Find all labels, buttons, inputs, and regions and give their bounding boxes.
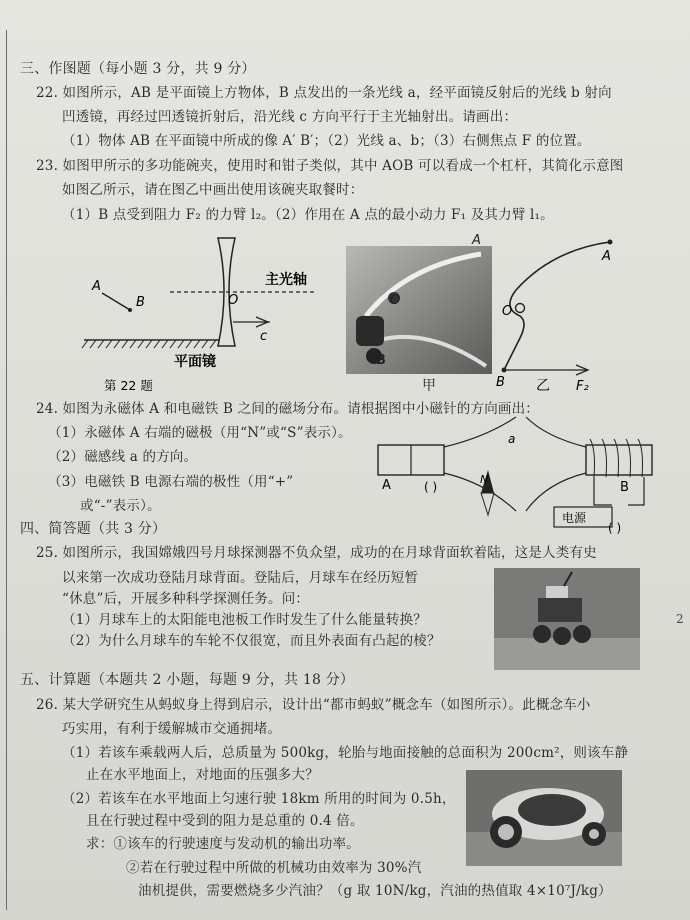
q26-line-7: 求：①该车的行驶速度与发动机的输出功率。 — [86, 836, 360, 852]
q23-line-2: 如图乙所示，请在图乙中画出使用该碗夹取餐时： — [62, 182, 364, 198]
fig23-photo-label-b: B — [376, 353, 386, 368]
section-5-heading: 五、计算题（本题共 2 小题，每题 9 分，共 18 分） — [20, 672, 355, 688]
q26-line-1: 26. 某大学研究生从蚂蚁身上得到启示，设计出“都市蚂蚁”概念车（如图所示）。此概念车小 — [36, 697, 591, 713]
q24-line-5: 或“-”表示）。 — [80, 498, 161, 514]
q26-line-5: （2）若该车在水平地面上匀速行驶 18km 所用的时间为 0.5h， — [62, 791, 456, 807]
q23-line-3: （1）B 点受到阻力 F₂ 的力臂 l₂。（2）作用在 A 点的最小动力 F₁ 及其力臂 l₁。 — [62, 207, 554, 223]
figure-23-schematic — [492, 230, 672, 395]
fig22-label-c: c — [260, 329, 268, 344]
fig23-jia-label: 甲 — [422, 378, 436, 392]
fig23-label-o: O — [502, 304, 513, 319]
margin-rule — [6, 30, 7, 910]
q26-line-4: 止在水平地面上，对地面的压强多大？ — [86, 767, 319, 783]
q25-line-1: 25. 如图所示，我国嫦娥四号月球探测器不负众望，成功的在月球背面软着陆，这是人类有史 — [36, 545, 597, 561]
fig22-axis-label: 主光轴 — [265, 272, 307, 288]
fig23-label-a: A — [602, 249, 611, 264]
q22-line-3: （1）物体 AB 在平面镜中所成的像 A′ B′；（2）光线 a、b；（3）右侧焦点 F 的位置。 — [62, 133, 591, 149]
q25-line-4: （1）月球车上的太阳能电池板工作时发生了什么能量转换？ — [62, 612, 427, 628]
fig24-label-a: A — [382, 478, 391, 493]
fig23-label-f2: F₂ — [576, 379, 589, 394]
q24-line-2: （1）永磁体 A 右端的磁极（用“N”或“S”表示）。 — [48, 425, 352, 441]
figure-23-labels-jia — [346, 232, 492, 392]
fig22-label-o: O — [228, 293, 239, 308]
q25-line-3: “休息”后，开展多种科学探测任务。问： — [62, 591, 310, 607]
figure-22 — [70, 228, 330, 398]
q24-line-3: （2）磁感线 a 的方向。 — [48, 449, 198, 465]
q22-line-1: 22. 如图所示，AB 是平面镜上方物体，B 点发出的一条光线 a，经平面镜反射后的光线 b 射向 — [36, 85, 612, 101]
fig22-caption: 第 22 题 — [104, 378, 153, 393]
q25-line-5: （2）为什么月球车的车轮不仅很宽，而且外表面有凸起的棱？ — [62, 633, 441, 649]
q26-line-8: ②若在行驶过程中所做的机械功由效率为 30%汽 — [126, 860, 422, 876]
fig24-label-n: N — [480, 473, 489, 486]
q24-line-4: （3）电磁铁 B 电源右端的极性（用“+” — [48, 474, 294, 490]
q25-line-2: 以来第一次成功登陆月球背面。登陆后，月球车在经历短暂 — [62, 570, 419, 586]
fig24-power-label: 电源 — [562, 511, 587, 525]
figure-24 — [376, 415, 666, 540]
fig24-paren-a: ( ) — [424, 480, 438, 494]
q26-line-9: 油机提供，需要燃烧多少汽油？（g 取 10N/kg，汽油的热值取 4×10⁷J/kg） — [138, 883, 612, 899]
fig22-mirror-label: 平面镜 — [174, 354, 216, 370]
q22-line-2: 凹透镜，再经过凹透镜折射后，沿光线 c 方向平行于主光轴射出。请画出： — [62, 109, 518, 125]
fig23-label-b: B — [496, 375, 505, 390]
fig23-photo-label-a: A — [472, 233, 481, 248]
fig24-label-b: B — [620, 480, 629, 495]
q26-line-6: 且在行驶过程中受到的阻力是总重的 0.4 倍。 — [86, 813, 364, 829]
moon-rover-photo — [494, 568, 640, 670]
q24-line-1: 24. 如图为永磁体 A 和电磁铁 B 之间的磁场分布。请根据图中小磁针的方向画出： — [36, 401, 539, 417]
fig22-label-b: B — [136, 295, 145, 310]
fig23-photo-label-o: O — [390, 293, 401, 308]
fig22-label-a: A — [92, 279, 101, 294]
ant-car-photo — [466, 770, 622, 866]
section-3-heading: 三、作图题（每小题 3 分，共 9 分） — [20, 61, 256, 77]
q26-line-3: （1）若该车乘载两人后，总质量为 500kg，轮胎与地面接触的总面积为 200cm²，则该车静 — [62, 745, 629, 761]
fig24-paren-power: ( ) — [608, 521, 622, 535]
section-4-heading: 四、简答题（共 3 分） — [20, 521, 167, 537]
fig23-yi-label: 乙 — [536, 378, 550, 394]
fig24-label-a-line: a — [508, 432, 516, 446]
side-page-number: 2 — [676, 612, 684, 626]
q26-line-2: 巧实用，有利于缓解城市交通拥堵。 — [62, 721, 282, 737]
q23-line-1: 23. 如图甲所示的多功能碗夹，使用时和钳子类似，其中 AOB 可以看成一个杠杆，其简化示意图 — [36, 158, 624, 174]
